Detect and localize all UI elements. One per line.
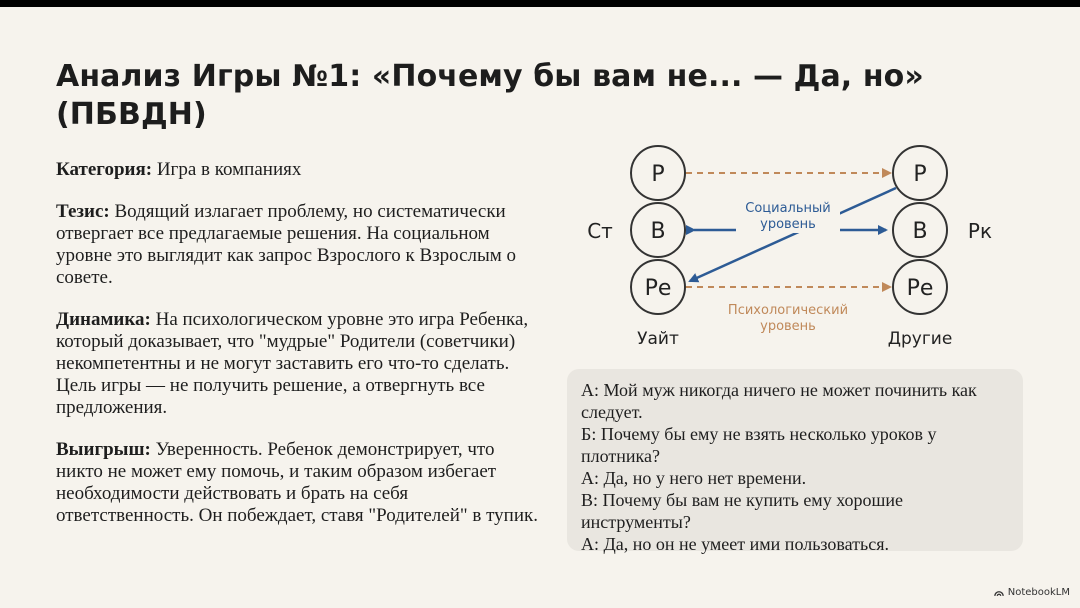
left-parent-label: Р xyxy=(651,162,665,187)
dialog-line: А: Мой муж никогда ничего не может починить как следует. xyxy=(581,380,977,422)
brand-text: NotebookLM xyxy=(1007,587,1070,598)
left-child-label: Ре xyxy=(644,276,672,301)
payoff-label: Выигрыш: xyxy=(56,439,151,460)
social-label-line2: уровень xyxy=(760,217,816,232)
thesis-text: Водящий излагает проблему, но систематически отвергает все предлагаемые решения. На социальном уровне это выглядит как запрос Взрослого к Взрослым о совете. xyxy=(56,201,517,288)
category-paragraph xyxy=(56,159,546,181)
dynamics-label: Динамика: xyxy=(56,309,151,330)
left-side-label: Ст xyxy=(587,219,613,243)
thesis-paragraph xyxy=(56,201,546,289)
social-label-line1: Социальный xyxy=(745,201,831,216)
psych-label-line1: Психологический xyxy=(727,303,849,318)
left-parent-state xyxy=(631,146,685,200)
category-text: Игра в компаниях xyxy=(156,159,302,180)
dynamics-text: На психологическом уровне это игра Ребенка, который доказывает, что "мудрые" Родители (советчики) некомпетентны и не могут заставить его что-то сделать. Цель игры — не получить решение, а отвергнуть все предложения. xyxy=(56,309,529,418)
left-adult-state xyxy=(631,203,685,257)
brand-watermark xyxy=(994,587,1070,598)
slide-title: Анализ Игры №1: «Почему бы вам не... — Да, но» (ПБВДН) xyxy=(56,59,924,132)
right-adult-state xyxy=(893,203,947,257)
right-child-label: Ре xyxy=(906,276,934,301)
dialog-line: Б: Почему бы ему не взять несколько уроков у плотника? xyxy=(581,424,937,466)
right-child-state xyxy=(893,260,947,314)
transaction-diagram xyxy=(568,139,1028,359)
dialog-line: А: Да, но у него нет времени. xyxy=(581,468,807,488)
dialog-line: В: Почему бы вам не купить ему хорошие инструменты? xyxy=(581,490,903,532)
dialog-box xyxy=(567,369,1023,554)
payoff-paragraph xyxy=(56,439,546,527)
left-child-state xyxy=(631,260,685,314)
left-caption: Уайт xyxy=(637,329,679,349)
right-side-label: Рк xyxy=(967,219,993,243)
description-column xyxy=(56,159,546,547)
dynamics-paragraph xyxy=(56,309,546,419)
category-label: Категория: xyxy=(56,159,153,180)
slide xyxy=(0,7,1080,608)
dialog-line: А: Да, но он не умеет ими пользоваться. xyxy=(581,534,890,554)
transaction-diagram-svg xyxy=(568,139,1028,359)
notebooklm-logo-icon xyxy=(994,589,1004,597)
left-adult-label: В xyxy=(650,219,666,244)
right-parent-state xyxy=(893,146,947,200)
thesis-label: Тезис: xyxy=(56,201,110,222)
right-adult-label: В xyxy=(912,219,928,244)
psych-label-line2: уровень xyxy=(760,319,816,334)
payoff-text: Уверенность. Ребенок демонстрирует, что никто не может ему помочь, и таким образом избегает необходимости действовать и брать на себя ответственность. Он побеждает, ставя "Родителей" в тупик. xyxy=(56,439,538,526)
right-parent-label: Р xyxy=(913,162,927,187)
right-caption: Другие xyxy=(887,329,953,349)
